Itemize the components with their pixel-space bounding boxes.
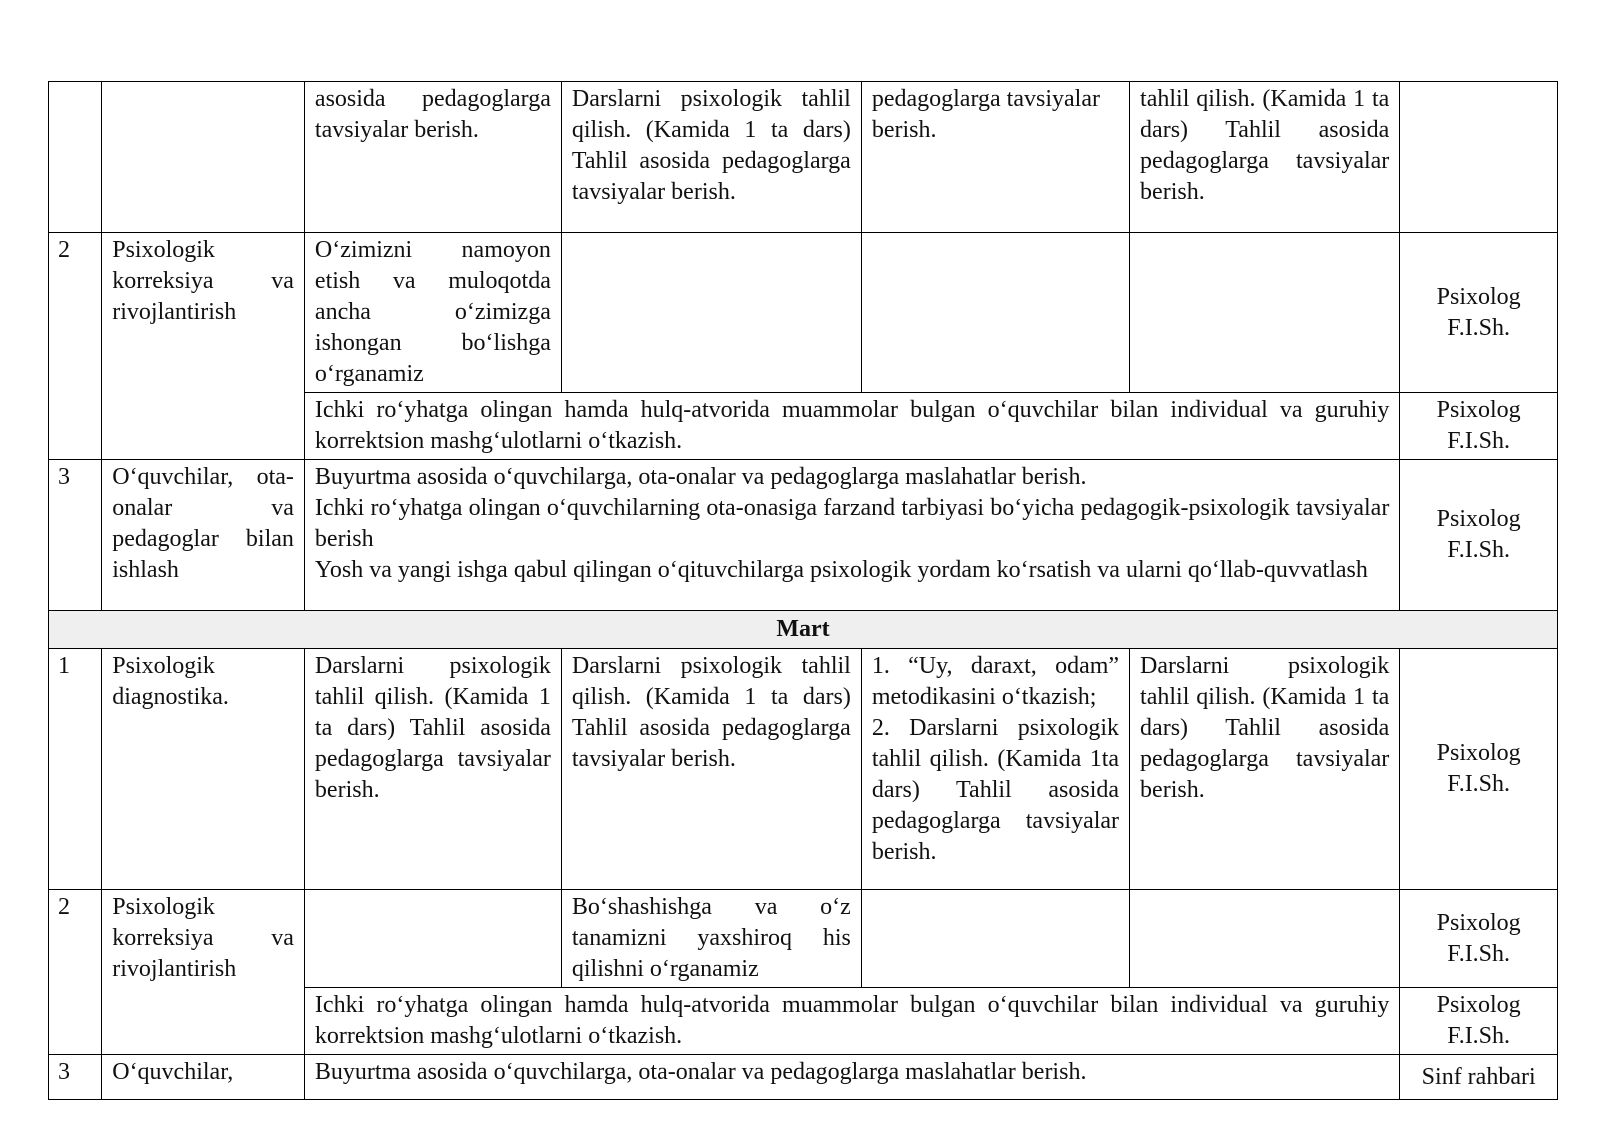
activity-line: 2. Darslarni psixologik tahlil qilish. (Kamida 1ta dars) Tahlil asosida pedagoglarga tavsiyalar berish. xyxy=(871,715,1120,865)
responsible-name: F.I.Sh. xyxy=(1447,771,1511,797)
month-header-row xyxy=(49,611,1558,649)
activity-line: 1. “Uy, daraxt, odam” metodikasini o‘tkazish; xyxy=(871,653,1120,710)
responsible-cell xyxy=(1400,890,1558,988)
activity-cell: Bo‘shashishga va o‘z tanamizni yaxshiroq his qilishni o‘rganamiz xyxy=(561,890,861,988)
responsible-cell xyxy=(1400,988,1558,1055)
activity-cell xyxy=(1130,890,1400,988)
plan-document xyxy=(48,81,1558,1100)
activity-line: Ichki ro‘yhatga olingan o‘quvchilarning ota-onasiga farzand tarbiyasi bo‘yicha pedagogik-psixologik tavsiyalar berish xyxy=(314,495,1390,552)
direction-cell xyxy=(102,82,305,233)
responsible-cell: Sinf rahbari xyxy=(1400,1055,1558,1100)
responsible-cell xyxy=(1400,393,1558,460)
activity-cell-wide xyxy=(304,460,1399,611)
direction-cell: Psixologik korreksiya va rivojlantirish xyxy=(102,233,305,460)
activity-line: Buyurtma asosida o‘quvchilarga, ota-onalar va pedagoglarga maslahatlar berish. xyxy=(314,464,1087,490)
responsible-name: F.I.Sh. xyxy=(1447,537,1511,563)
table-row xyxy=(49,82,1558,233)
responsible-name: F.I.Sh. xyxy=(1447,940,1511,967)
responsible-name: F.I.Sh. xyxy=(1447,428,1511,454)
table-row xyxy=(49,460,1558,611)
table-row xyxy=(49,233,1558,393)
responsible-role: Psixolog xyxy=(1436,283,1521,310)
direction-cell: Psixologik korreksiya va rivojlantirish xyxy=(102,890,305,1055)
responsible-cell xyxy=(1400,233,1558,393)
activity-cell: pedagoglarga tavsiyalar berish. xyxy=(861,82,1129,233)
activity-cell-wide: Ichki ro‘yhatga olingan hamda hulq-atvorida muammolar bulgan o‘quvchilar bilan individual va guruhiy korrektsion mashg‘ulotlarni o‘tkazish. xyxy=(304,393,1399,460)
table-row xyxy=(49,649,1558,890)
responsible-cell xyxy=(1400,649,1558,890)
row-number: 1 xyxy=(49,649,102,890)
activity-cell: O‘zimizni namoyon etish va muloqotda ancha o‘zimizga ishongan bo‘lishga o‘rganamiz xyxy=(304,233,561,393)
row-number: 3 xyxy=(49,460,102,611)
activity-cell xyxy=(304,890,561,988)
responsible-name: F.I.Sh. xyxy=(1447,1023,1511,1049)
work-plan-table xyxy=(48,81,1558,1100)
activity-cell: Darslarni psixologik tahlil qilish. (Kamida 1 ta dars) Tahlil asosida pedagoglarga tavsiyalar berish. xyxy=(1130,649,1400,890)
row-number: 3 xyxy=(49,1055,102,1100)
activity-cell xyxy=(561,233,861,393)
table-row xyxy=(49,890,1558,988)
month-title: Mart xyxy=(49,611,1558,649)
responsible-cell xyxy=(1400,82,1558,233)
activity-cell: tahlil qilish. (Kamida 1 ta dars) Tahlil asosida pedagoglarga tavsiyalar berish. xyxy=(1130,82,1400,233)
responsible-cell xyxy=(1400,460,1558,611)
activity-cell-wide: Buyurtma asosida o‘quvchilarga, ota-onalar va pedagoglarga maslahatlar berish. xyxy=(304,1055,1399,1100)
activity-cell: asosida pedagoglarga tavsiyalar berish. xyxy=(304,82,561,233)
direction-cell: Psixologik diagnostika. xyxy=(102,649,305,890)
row-number: 2 xyxy=(49,233,102,460)
responsible-role: Psixolog xyxy=(1436,992,1521,1018)
responsible-role: Psixolog xyxy=(1436,909,1521,936)
num-cell xyxy=(49,82,102,233)
responsible-role: Psixolog xyxy=(1436,506,1521,532)
activity-cell: Darslarni psixologik tahlil qilish. (Kamida 1 ta dars) Tahlil asosida pedagoglarga tavsiyalar berish. xyxy=(561,82,861,233)
responsible-name: F.I.Sh. xyxy=(1447,314,1511,341)
activity-cell xyxy=(861,890,1129,988)
direction-cell: O‘quvchilar, ota-onalar va pedagoglar bilan ishlash xyxy=(102,460,305,611)
direction-cell: O‘quvchilar, xyxy=(102,1055,305,1100)
activity-line: Yosh va yangi ishga qabul qilingan o‘qituvchilarga psixologik yordam ko‘rsatish va ularni qo‘llab-quvvatlash xyxy=(314,557,1368,583)
activity-cell-wide: Ichki ro‘yhatga olingan hamda hulq-atvorida muammolar bulgan o‘quvchilar bilan individual va guruhiy korrektsion mashg‘ulotlarni o‘tkazish. xyxy=(304,988,1399,1055)
responsible-role: Psixolog xyxy=(1436,740,1521,766)
activity-cell: Darslarni psixologik tahlil qilish. (Kamida 1 ta dars) Tahlil asosida pedagoglarga tavsiyalar berish. xyxy=(304,649,561,890)
responsible-role: Psixolog xyxy=(1436,397,1521,423)
table-row xyxy=(49,1055,1558,1100)
activity-cell xyxy=(861,649,1129,890)
activity-cell xyxy=(1130,233,1400,393)
activity-cell xyxy=(861,233,1129,393)
activity-cell: Darslarni psixologik tahlil qilish. (Kamida 1 ta dars) Tahlil asosida pedagoglarga tavsiyalar berish. xyxy=(561,649,861,890)
row-number: 2 xyxy=(49,890,102,1055)
